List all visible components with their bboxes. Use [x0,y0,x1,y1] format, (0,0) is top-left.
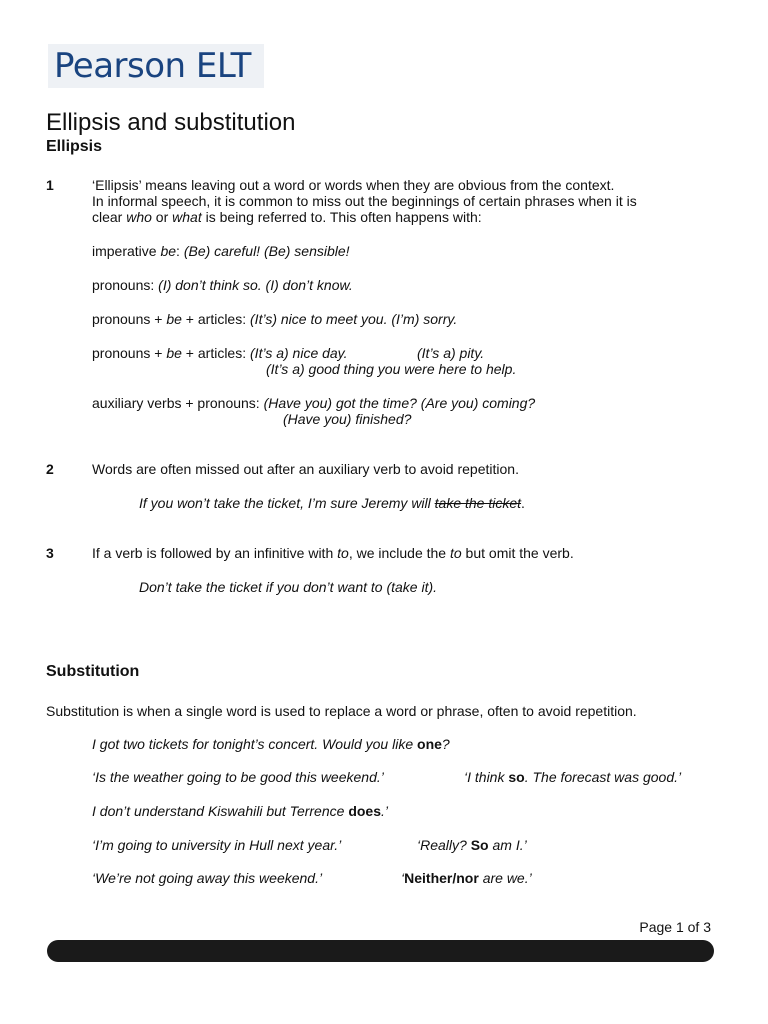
bold-text: one [417,736,442,752]
item-number: 2 [46,461,54,477]
substitution-example-1 [92,736,450,753]
page-number: Page 1 of 3 [639,919,711,935]
text-span: pronouns + [92,345,167,361]
item-number: 1 [46,177,54,193]
text-span: If a verb is followed by an infinitive with [92,545,338,561]
text-span: to [449,545,462,561]
bold-text: does [348,803,381,819]
text-span: am I.’ [488,837,527,853]
text-span: + articles: [181,345,251,361]
example-text: (It’s a) good thing you were here to help. [266,361,517,377]
item1-line2: In informal speech, it is common to miss out the beginnings of certain phrases when it is [92,193,637,209]
text-span: . [521,495,525,511]
text-span: (I) don’t think so. (I) don’t know. [158,277,353,293]
text-span: be [160,243,177,259]
example-pronouns [92,277,353,294]
text-span: ‘ [401,870,405,886]
page-title: Ellipsis and substitution [46,109,296,136]
text-span: (It’s a) nice day. [250,345,348,361]
text-span: who [126,209,152,225]
text-span: I got two tickets for tonight’s concert. Would you like [92,736,418,752]
substitution-example-5-right [401,870,532,887]
text-span: If you won’t take the ticket, I’m sure Jeremy will [139,495,435,511]
text-span: . The forecast was good.’ [524,769,682,785]
text-span: ‘I think [464,769,509,785]
substitution-example-3 [92,803,388,820]
bold-text: so [508,769,525,785]
item2-text: Words are often missed out after an auxiliary verb to avoid repetition. [92,461,519,477]
substitution-example-4-right [417,837,527,854]
text-span: : [176,243,184,259]
item3-example: Don’t take the ticket if you don’t want to (take it). [139,579,438,595]
bold-text: So [470,837,489,853]
text-span: .’ [381,803,388,819]
item1-line1: ‘Ellipsis’ means leaving out a word or words when they are obvious from the context. [92,177,615,193]
pearson-logo [48,44,264,88]
text-span: , we include the [348,545,450,561]
text-span: what [172,209,202,225]
text-span: to [337,545,349,561]
substitution-example-2-right [464,769,681,786]
text-span: be [166,311,182,327]
substitution-example-5-left: ‘We’re not going away this weekend.’ [92,870,323,886]
item-number: 3 [46,545,54,561]
item1-line3 [92,209,482,226]
substitution-example-2-left: ‘Is the weather going to be good this weekend.’ [92,769,384,785]
example-imperative [92,243,350,260]
text-span: but omit the verb. [461,545,574,561]
example-text: (It’s a) pity. [417,345,485,361]
text-span: clear [92,209,127,225]
text-span: (Be) careful! (Be) sensible! [183,243,350,259]
example-pronouns-be-articles [92,311,457,328]
item2-example [139,495,525,512]
ellipsis-heading: Ellipsis [46,138,103,155]
item3-text [92,545,574,562]
struck-text: take the ticket [434,495,522,511]
example-pronouns-be-articles-2 [92,345,348,362]
example-text: (Have you) finished? [283,411,412,427]
example-auxiliary [92,395,535,412]
bold-text: Neither/nor [404,870,479,886]
text-span: ? [441,736,450,752]
text-span: (Have you) got the time? (Are you) coming? [263,395,536,411]
text-span: are we.’ [478,870,532,886]
footer-bar [47,940,714,962]
text-span: be [166,345,182,361]
text-span: I don’t understand Kiswahili but Terrence [92,803,349,819]
logo-text: Pearson ELT [54,46,251,86]
text-span: or [151,209,173,225]
text-span: imperative [92,243,161,259]
substitution-heading: Substitution [46,663,140,680]
text-span: pronouns: [92,277,159,293]
text-span: (It’s) nice to meet you. (I’m) sorry. [250,311,458,327]
text-span: is being referred to. This often happens with: [201,209,482,225]
text-span: auxiliary verbs + pronouns: [92,395,264,411]
text-span: + articles: [181,311,251,327]
substitution-example-4-left: ‘I’m going to university in Hull next year.’ [92,837,342,853]
substitution-intro: Substitution is when a single word is used to replace a word or phrase, often to avoid repetition. [46,703,637,719]
text-span: ‘Really? [417,837,471,853]
text-span: pronouns + [92,311,167,327]
